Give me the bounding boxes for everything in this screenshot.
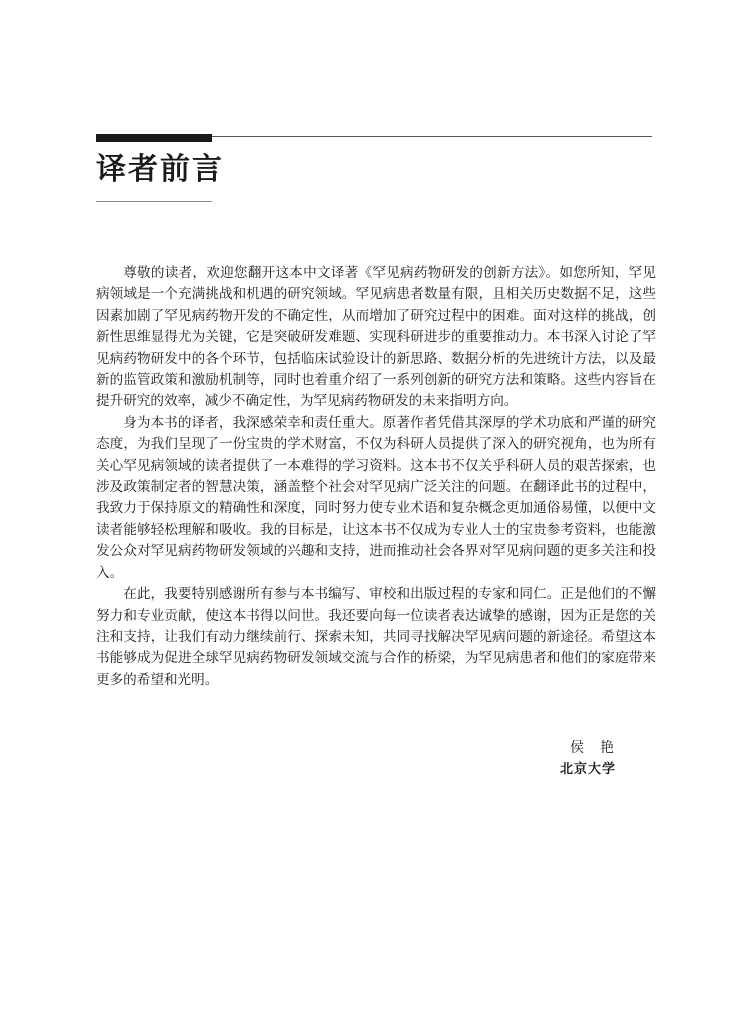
paragraph-1: 尊敬的读者，欢迎您翻开这本中文译著《罕见病药物研发的创新方法》。如您所知，罕见病领域是一个充满挑战和机遇的研究领域。罕见病患者数量有限，且相关历史数据不足，这些因素加剧了罕见病药物开发的不确定性，从而增加了研究过程中的困难。面对这样的挑战，创新性思维显得尤为关键，它是突破研发难题、实现科研进步的重要推动力。本书深入讨论了罕见病药物研发中的各个环节，包括临床试验设计的新思路、数据分析的先进统计方法，以及最新的监管政策和激励机制等，同时也着重介绍了一系列创新的研究方法和策略。这些内容旨在提升研究的效率，减少不确定性，为罕见病药物研发的未来指明方向。 xyxy=(96,265,656,410)
paragraph-3: 在此，我要特别感谢所有参与本书编写、审校和出版过程的专家和同仁。正是他们的不懈努力和专业贡献，使这本书得以问世。我还要向每一位读者表达诚挚的感谢，因为正是您的关注和支持，让我们有动力继续前行、探索未知，共同寻找解决罕见病问题的新途径。希望这本书能够成为促进全球罕见病药物研发领域交流与合作的桥梁，为罕见病患者和他们的家庭带来更多的希望和光明。 xyxy=(96,586,656,688)
translator-name: 侯艳 xyxy=(570,740,630,756)
signature-block xyxy=(560,737,650,781)
header-accent-bar xyxy=(96,134,212,142)
translator-affiliation: 北京大学 xyxy=(560,762,617,777)
preface-body xyxy=(96,263,656,691)
title-underline xyxy=(96,201,212,202)
paragraph-2: 身为本书的译者，我深感荣幸和责任重大。原著作者凭借其深厚的学术功底和严谨的研究态度，为我们呈现了一份宝贵的学术财富，不仅为科研人员提供了深入的研究视角，也为所有关心罕见病领域的读者提供了一本难得的学习资料。这本书不仅关乎科研人员的艰苦探索，也涉及政策制定者的智慧决策，涵盖整个社会对罕见病广泛关注的问题。在翻译此书的过程中，我致力于保持原文的精确性和深度，同时努力使专业术语和复杂概念更加通俗易懂，以便中文读者能够轻松理解和吸收。我的目标是，让这本书不仅成为专业人士的宝贵参考资料，也能激发公众对罕见病药物研发领域的兴趣和支持，进而推动社会各界对罕见病问题的更多关注和投入。 xyxy=(96,414,656,581)
page-title: 译者前言 xyxy=(96,152,224,187)
